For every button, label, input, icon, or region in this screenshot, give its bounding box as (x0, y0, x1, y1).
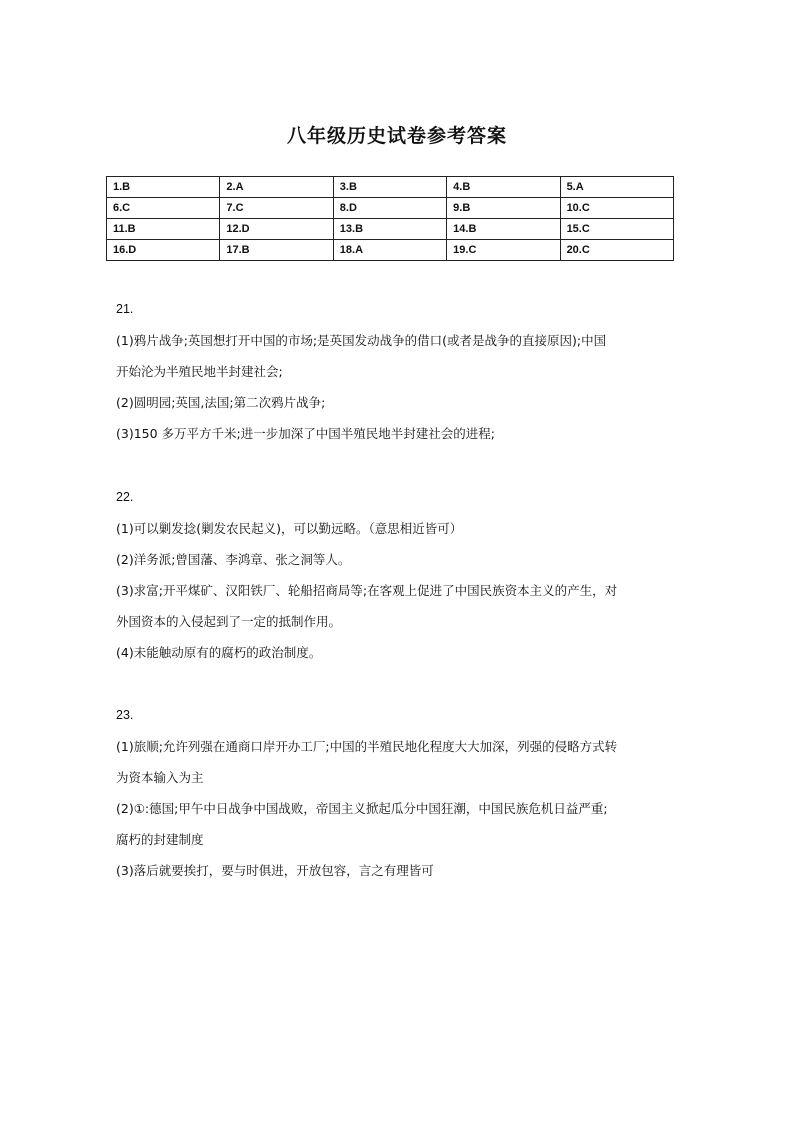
table-cell: 20.C (560, 240, 673, 261)
table-cell: 11.B (107, 219, 220, 240)
question-number: 23. (116, 708, 134, 722)
answer-line: (3)求富;开平煤矿、汉阳铁厂、轮船招商局等;在客观上促进了中国民族资本主义的产生，对 (116, 583, 618, 598)
answer-line: (4)未能触动原有的腐朽的政治制度。 (116, 645, 322, 660)
answer-line: (2)洋务派;曾国藩、李鸿章、张之洞等人。 (116, 552, 351, 567)
page-title: 八年级历史试卷参考答案 (286, 125, 507, 147)
table-cell: 7.C (220, 198, 333, 219)
table-cell: 3.B (333, 177, 446, 198)
answer-line: (3)150 多万平方千米;进一步加深了中国半殖民地半封建社会的进程; (116, 426, 495, 441)
question-number: 22. (116, 490, 134, 504)
table-cell: 17.B (220, 240, 333, 261)
table-cell: 10.C (560, 198, 673, 219)
answer-line: 为资本输入为主 (116, 770, 204, 785)
table-cell: 12.D (220, 219, 333, 240)
table-cell: 19.C (447, 240, 560, 261)
question-23-answer (116, 700, 686, 886)
question-21-answer (116, 294, 686, 449)
answer-line: (2)圆明园;英国,法国;第二次鸦片战争; (116, 395, 326, 410)
answer-line: 腐朽的封建制度 (116, 832, 204, 847)
table-cell: 8.D (333, 198, 446, 219)
answer-line: 开始沦为半殖民地半封建社会; (116, 364, 283, 379)
table-cell: 1.B (107, 177, 220, 198)
answer-line: (1)鸦片战争;英国想打开中国的市场;是英国发动战争的借口(或者是战争的直接原因);中国 (116, 333, 607, 348)
table-cell: 6.C (107, 198, 220, 219)
table-row (107, 240, 674, 261)
answer-key-table (106, 176, 674, 261)
table-cell: 13.B (333, 219, 446, 240)
table-cell: 9.B (447, 198, 560, 219)
question-22-answer (116, 482, 686, 668)
answer-line: (1)可以剿发捻(剿发农民起义)，可以勤远略。（意思相近皆可） (116, 521, 463, 536)
table-cell: 5.A (560, 177, 673, 198)
table-row (107, 198, 674, 219)
table-cell: 4.B (447, 177, 560, 198)
table-cell: 16.D (107, 240, 220, 261)
question-number: 21. (116, 302, 134, 316)
table-row (107, 177, 674, 198)
table-cell: 15.C (560, 219, 673, 240)
table-row (107, 219, 674, 240)
answer-line: (3)落后就要挨打，要与时俱进，开放包容，言之有理皆可 (116, 863, 434, 878)
answer-line: (1)旅顺;允许列强在通商口岸开办工厂;中国的半殖民地化程度大大加深，列强的侵略方式转 (116, 739, 618, 754)
answer-line: (2)①:德国;甲午中日战争中国战败，帝国主义掀起瓜分中国狂潮，中国民族危机日益严重; (116, 801, 608, 816)
table-cell: 14.B (447, 219, 560, 240)
table-cell: 2.A (220, 177, 333, 198)
answer-line: 外国资本的入侵起到了一定的抵制作用。 (116, 614, 342, 629)
table-cell: 18.A (333, 240, 446, 261)
